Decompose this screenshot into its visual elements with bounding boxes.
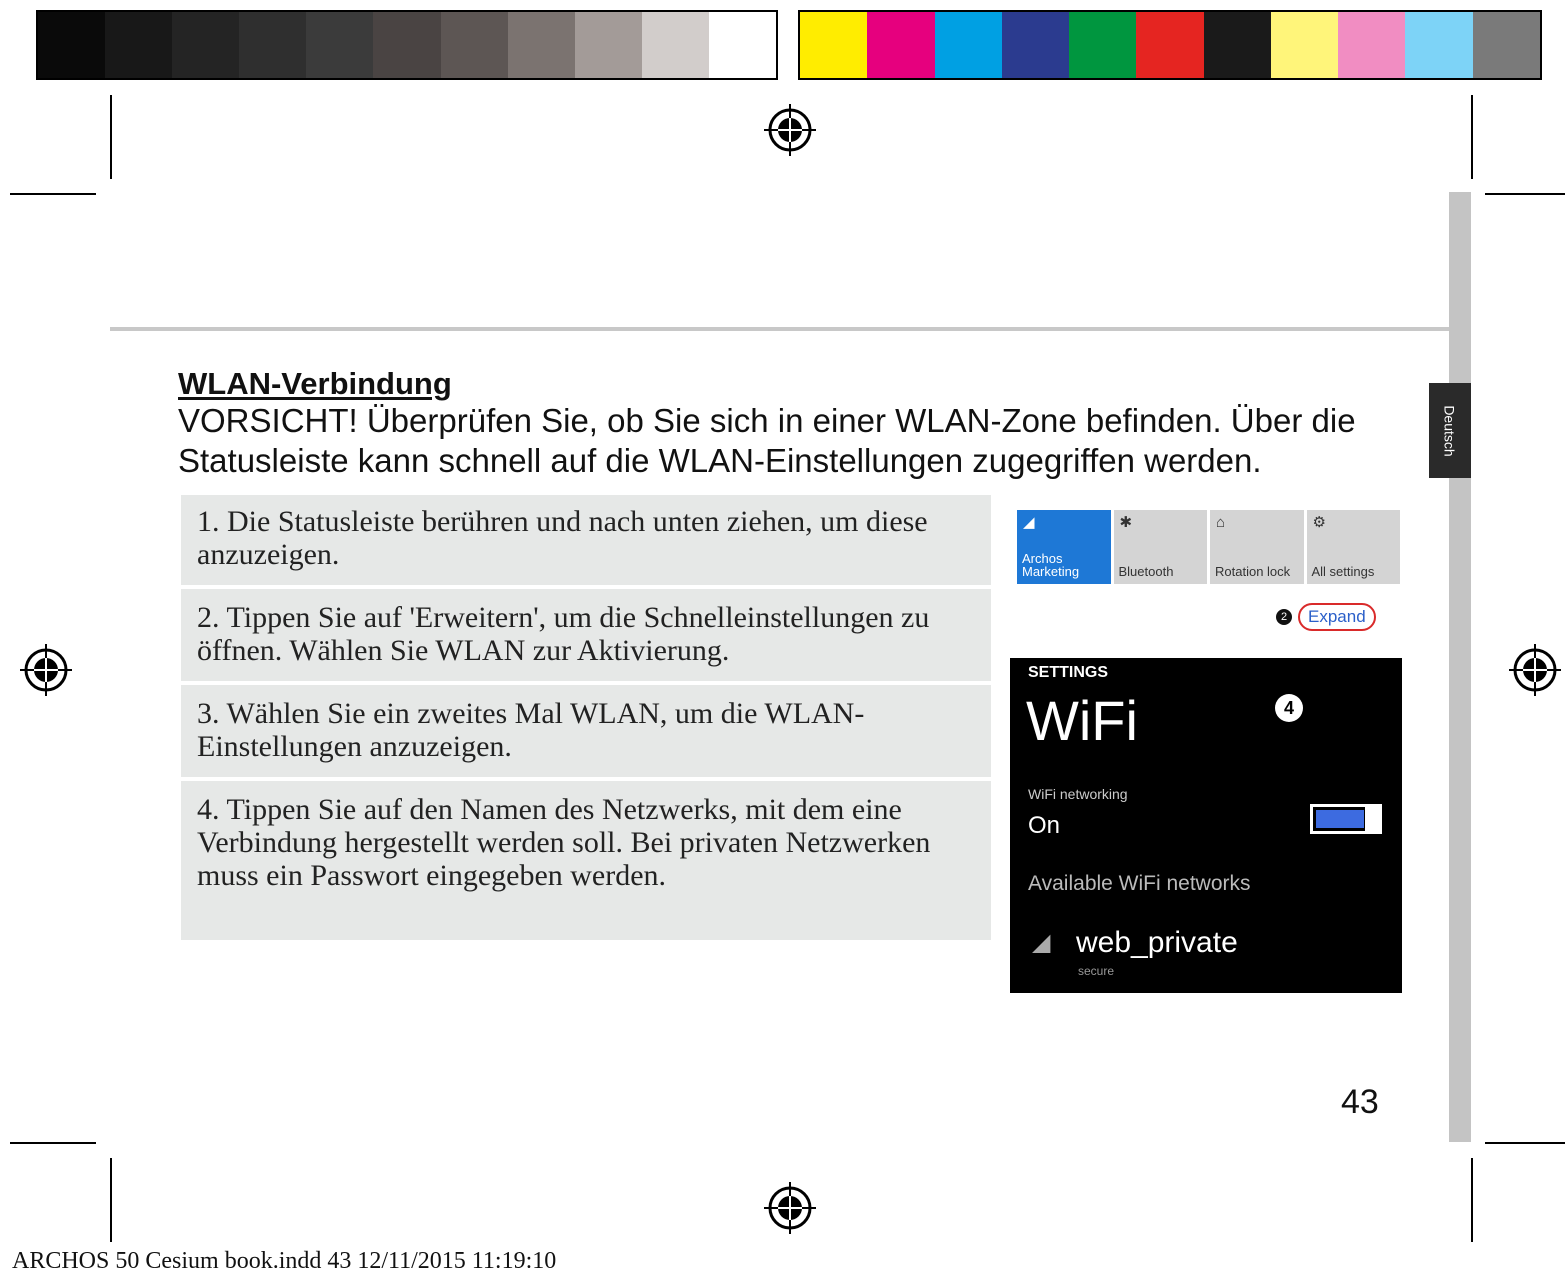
wifi-settings-screen (1010, 658, 1402, 993)
color-swatch (1136, 12, 1203, 78)
step-1: 1. Die Statusleiste berühren und nach unten ziehen, um diese anzuzeigen. (197, 505, 928, 571)
toggle-fill (1316, 810, 1364, 828)
color-swatch (867, 12, 934, 78)
registration-mark-icon (18, 642, 74, 698)
crop-mark (1485, 1142, 1565, 1144)
step-divider (181, 777, 991, 781)
settings-header: SETTINGS (1028, 664, 1109, 681)
quick-tile-bluetooth[interactable] (1114, 510, 1208, 584)
wifi-toggle[interactable] (1310, 804, 1382, 834)
gray-calibration-bar (36, 10, 778, 80)
wifi-signal-icon: ◢ (1032, 929, 1051, 956)
color-swatch (1002, 12, 1069, 78)
gear-icon: ⚙ (1312, 514, 1326, 531)
caution-text: VORSICHT! Überprüfen Sie, ob Sie sich in einer WLAN-Zone befinden. Über die Statusleiste kann schnell auf die WLAN-Einstellungen zugegriffen werden. (178, 402, 1356, 479)
quick-tile-wifi[interactable] (1017, 510, 1111, 584)
quick-tile-rotation-lock[interactable] (1210, 510, 1304, 584)
color-swatch (1405, 12, 1472, 78)
color-swatch (800, 12, 867, 78)
header-rule (110, 327, 1450, 331)
step-4: 4. Tippen Sie auf den Namen des Netzwerks, mit dem eine Verbindung hergestellt werden soll. Bei privaten Netzwerken muss ein Passwort eingegeben werden. (197, 793, 931, 892)
expand-button[interactable]: Expand (1298, 603, 1376, 631)
color-swatch (239, 12, 306, 78)
available-networks-label: Available WiFi networks (1028, 872, 1251, 895)
color-swatch (441, 12, 508, 78)
registration-mark-icon (762, 102, 818, 158)
crop-mark (1471, 95, 1473, 179)
color-swatch (105, 12, 172, 78)
color-swatch (935, 12, 1002, 78)
wifi-title: WiFi (1026, 689, 1138, 752)
wifi-state: On (1028, 812, 1061, 839)
quick-tile-all-settings[interactable] (1307, 510, 1401, 584)
step-2: 2. Tippen Sie auf 'Erweitern', um die Schnelleinstellungen zu öffnen. Wählen Sie WLAN zur Aktivierung. (197, 601, 930, 667)
color-calibration-bar (798, 10, 1542, 80)
wifi-networking-label: WiFi networking (1028, 786, 1128, 802)
print-slug: ARCHOS 50 Cesium book.indd 43 12/11/2015 11:19:10 (12, 1248, 557, 1274)
color-swatch (508, 12, 575, 78)
page-number: 43 (1341, 1083, 1379, 1121)
language-tab (1429, 383, 1471, 478)
expand-row (1276, 603, 1376, 631)
color-swatch (1204, 12, 1271, 78)
color-swatch (709, 12, 776, 78)
quick-tile-label: All settings (1311, 564, 1375, 579)
crop-mark (110, 1158, 112, 1242)
crop-mark (1485, 193, 1565, 195)
toggle-knob (1365, 807, 1379, 831)
color-swatch (642, 12, 709, 78)
quick-tile-label: Rotation lock (1215, 564, 1291, 579)
bluetooth-icon: ✱ (1119, 514, 1133, 531)
step-divider (181, 585, 991, 589)
quick-tile-label: Bluetooth (1118, 564, 1174, 579)
color-swatch (1473, 12, 1540, 78)
steps-panel (181, 495, 991, 940)
step-badge: 2 (1276, 609, 1292, 625)
side-strip (1449, 192, 1471, 1142)
crop-mark (110, 95, 112, 179)
color-swatch (1338, 12, 1405, 78)
color-swatch (38, 12, 105, 78)
color-swatch (1069, 12, 1136, 78)
color-swatch (373, 12, 440, 78)
color-swatch (575, 12, 642, 78)
rotation-lock-icon: ⌂ (1216, 514, 1226, 531)
step-badge: 4 (1275, 694, 1303, 722)
network-item-name[interactable]: web_private (1076, 926, 1238, 959)
crop-mark (10, 193, 96, 195)
network-item-status: secure (1078, 964, 1115, 978)
quick-tile-label: Archos Marketing (1022, 551, 1080, 579)
color-swatch (306, 12, 373, 78)
step-divider (181, 681, 991, 685)
color-swatch (1271, 12, 1338, 78)
crop-mark (10, 1142, 96, 1144)
color-swatch (172, 12, 239, 78)
language-tab-label: Deutsch (1442, 404, 1459, 457)
quick-settings-row (1017, 510, 1400, 584)
registration-mark-icon (762, 1180, 818, 1236)
registration-mark-icon (1507, 642, 1563, 698)
section-title: WLAN-Verbindung (178, 366, 452, 401)
step-3: 3. Wählen Sie ein zweites Mal WLAN, um die WLAN-Einstellungen anzuzeigen. (197, 697, 865, 763)
crop-mark (1471, 1158, 1473, 1242)
wifi-icon: ◢ (1023, 514, 1035, 531)
